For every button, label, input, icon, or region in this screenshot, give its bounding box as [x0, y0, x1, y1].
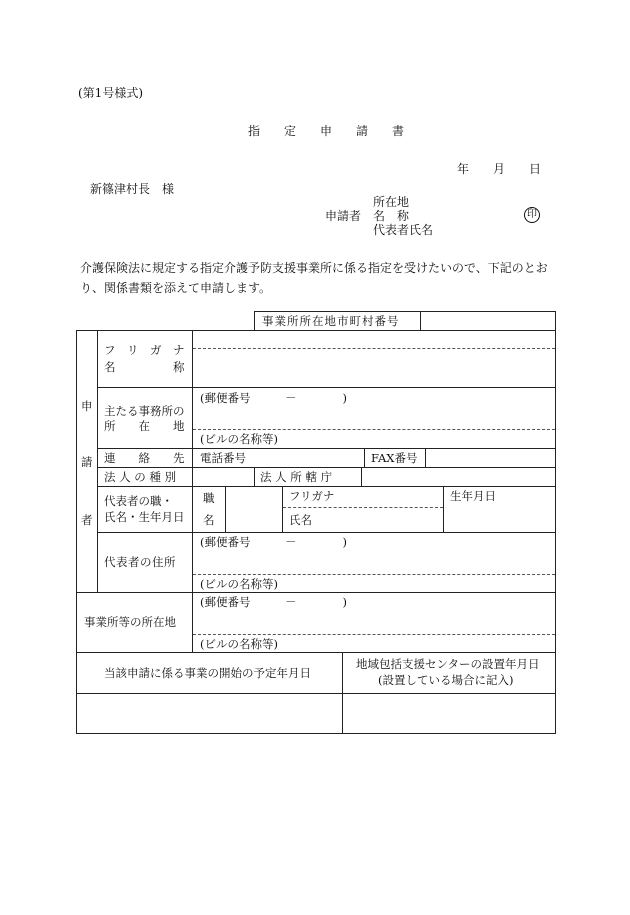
applicant-rep-label: 代表者氏名	[373, 223, 434, 237]
corp-office-label: 法 人 所 轄 庁	[260, 470, 333, 484]
main-office-label-1: 主たる事務所の	[104, 404, 185, 418]
shoku-label-2: 名	[203, 513, 215, 527]
applicant-name-label: 名 称	[373, 209, 410, 223]
start-date-label: 当該申請に係る事業の開始の予定年月日	[104, 666, 311, 680]
applicant-address-label: 所在地	[373, 195, 410, 209]
corp-type-label: 法 人 の 種 別	[104, 470, 177, 484]
intro-text: 介護保険法に規定する指定介護予防支援事業所に係る指定を受けたいので、下記のとおり、関係書類を添えて申請します。	[80, 261, 548, 295]
date-month-label: 月	[493, 162, 506, 176]
main-office-postal: (郵便番号 － )	[200, 391, 347, 405]
side-label-sha: 者	[81, 513, 93, 527]
office-location-building: (ビルの名称等)	[200, 637, 278, 651]
office-location-postal: (郵便番号 － )	[200, 595, 347, 609]
date-day-label: 日	[529, 162, 542, 176]
rep-furigana-label: フリガナ	[289, 489, 335, 503]
addressee: 新篠津村長 様	[90, 182, 175, 196]
seal-mark: 印	[524, 207, 540, 223]
rep-name-label: 氏名	[289, 513, 312, 527]
office-location-label: 事業所等の所在地	[84, 615, 176, 629]
applicant-block	[325, 195, 445, 237]
form-number: (第1号様式)	[78, 86, 143, 100]
fax-label: FAX番号	[371, 451, 418, 465]
main-office-label-2: 所 在 地	[104, 419, 185, 433]
side-label-shin: 申	[81, 399, 93, 413]
applicant-fields	[373, 195, 433, 237]
rep-title-label-2: 氏名・生年月日	[104, 510, 185, 524]
birth-label: 生年月日	[450, 489, 496, 503]
rep-address-label: 代表者の住所	[104, 555, 176, 569]
shoku-label-1: 職	[203, 491, 215, 505]
document-title: 指 定 申 請 書	[248, 124, 405, 138]
rep-address-building: (ビルの名称等)	[200, 577, 278, 591]
date-line	[457, 160, 541, 177]
date-year-label: 年	[457, 162, 470, 176]
center-date-label-2: (設置している場合に記入)	[378, 673, 514, 687]
name-label: 名 称	[104, 360, 185, 374]
side-label-sei: 請	[81, 455, 93, 469]
main-office-building: (ビルの名称等)	[200, 432, 278, 446]
application-form-table	[76, 311, 556, 734]
center-date-label-1: 地域包括支援センターの設置年月日	[356, 657, 540, 671]
rep-title-label-1: 代表者の職・	[104, 494, 173, 508]
office-code-label: 事業所所在地市町村番号	[262, 314, 400, 328]
phone-label: 電話番号	[200, 451, 246, 465]
furigana-label: フ リ ガ ナ	[104, 343, 185, 357]
applicant-label: 申請者	[325, 209, 362, 223]
rep-address-postal: (郵便番号 － )	[200, 535, 347, 549]
contact-label: 連 絡 先	[104, 451, 185, 465]
